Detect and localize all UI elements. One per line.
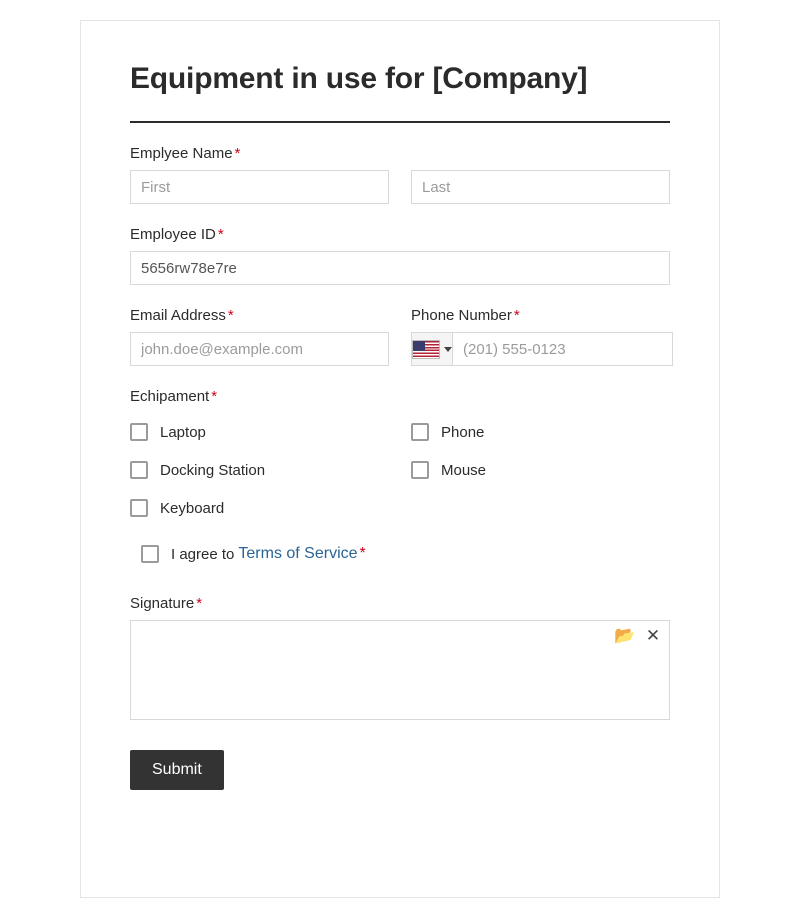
email-input[interactable] (130, 332, 389, 366)
signature-tools (614, 625, 661, 645)
last-name-input[interactable] (411, 170, 670, 204)
checkbox-icon[interactable] (411, 423, 429, 441)
checkbox-keyboard[interactable] (130, 489, 389, 527)
label-employee-name (130, 145, 670, 162)
required-marker: * (513, 307, 520, 324)
equipment-checkbox-grid (130, 413, 670, 527)
terms-checkbox-icon[interactable] (141, 545, 159, 563)
phone-input[interactable] (452, 332, 673, 366)
country-code-select[interactable] (411, 332, 452, 366)
checkbox-label: Phone (441, 423, 485, 441)
checkbox-icon[interactable] (130, 423, 148, 441)
required-marker: * (211, 388, 218, 405)
form-inner (81, 21, 719, 790)
checkbox-icon[interactable] (130, 461, 148, 479)
checkbox-mouse[interactable] (411, 451, 670, 489)
checkbox-label: Docking Station (160, 461, 266, 479)
employee-last-col (411, 170, 670, 204)
checkbox-label: Keyboard (160, 499, 225, 517)
required-marker: * (227, 307, 234, 324)
checkbox-icon[interactable] (411, 461, 429, 479)
required-marker: * (196, 595, 203, 612)
field-employee-name (130, 145, 670, 204)
employee-id-input[interactable] (130, 251, 670, 285)
submit-button[interactable]: Submit (130, 750, 224, 790)
required-marker: * (359, 545, 366, 562)
checkbox-label: Laptop (160, 423, 206, 441)
employee-name-row (130, 170, 670, 204)
clear-icon[interactable]: ✕ (645, 625, 661, 645)
field-signature (130, 595, 670, 720)
page-title: Equipment in use for [Company] (130, 61, 670, 123)
label-employee-id-text: Employee ID (130, 226, 216, 243)
field-contact-row (130, 307, 670, 366)
signature-pad[interactable] (130, 620, 670, 720)
field-employee-id (130, 226, 670, 285)
contact-row (130, 307, 670, 366)
label-equipment (130, 388, 670, 405)
label-employee-id (130, 226, 670, 243)
terms-of-service-link[interactable]: Terms of Service (238, 545, 358, 562)
label-phone-text: Phone Number (411, 307, 512, 324)
checkbox-laptop[interactable] (130, 413, 389, 451)
phone-wrap (411, 332, 670, 366)
checkbox-phone[interactable] (411, 413, 670, 451)
checkbox-icon[interactable] (130, 499, 148, 517)
required-marker: * (234, 145, 241, 162)
label-phone (411, 307, 670, 324)
required-marker: * (217, 226, 224, 243)
checkbox-label: Mouse (441, 461, 487, 479)
us-flag-icon (412, 340, 440, 359)
chevron-down-icon (444, 347, 452, 352)
label-email (130, 307, 389, 324)
label-employee-name-text: Emplyee Name (130, 145, 233, 162)
terms-agreement-row[interactable] (141, 535, 670, 573)
label-email-text: Email Address (130, 307, 226, 324)
first-name-input[interactable] (130, 170, 389, 204)
employee-first-col (130, 170, 389, 204)
open-folder-icon[interactable]: 📂 (614, 625, 636, 645)
phone-col (411, 307, 670, 366)
field-equipment (130, 388, 670, 527)
checkbox-docking-station[interactable] (130, 451, 389, 489)
terms-prefix: I agree to (171, 545, 235, 563)
form-card (80, 20, 720, 898)
label-equipment-text: Echipament (130, 388, 210, 405)
email-col (130, 307, 389, 366)
label-signature-text: Signature (130, 595, 195, 612)
label-signature (130, 595, 670, 612)
